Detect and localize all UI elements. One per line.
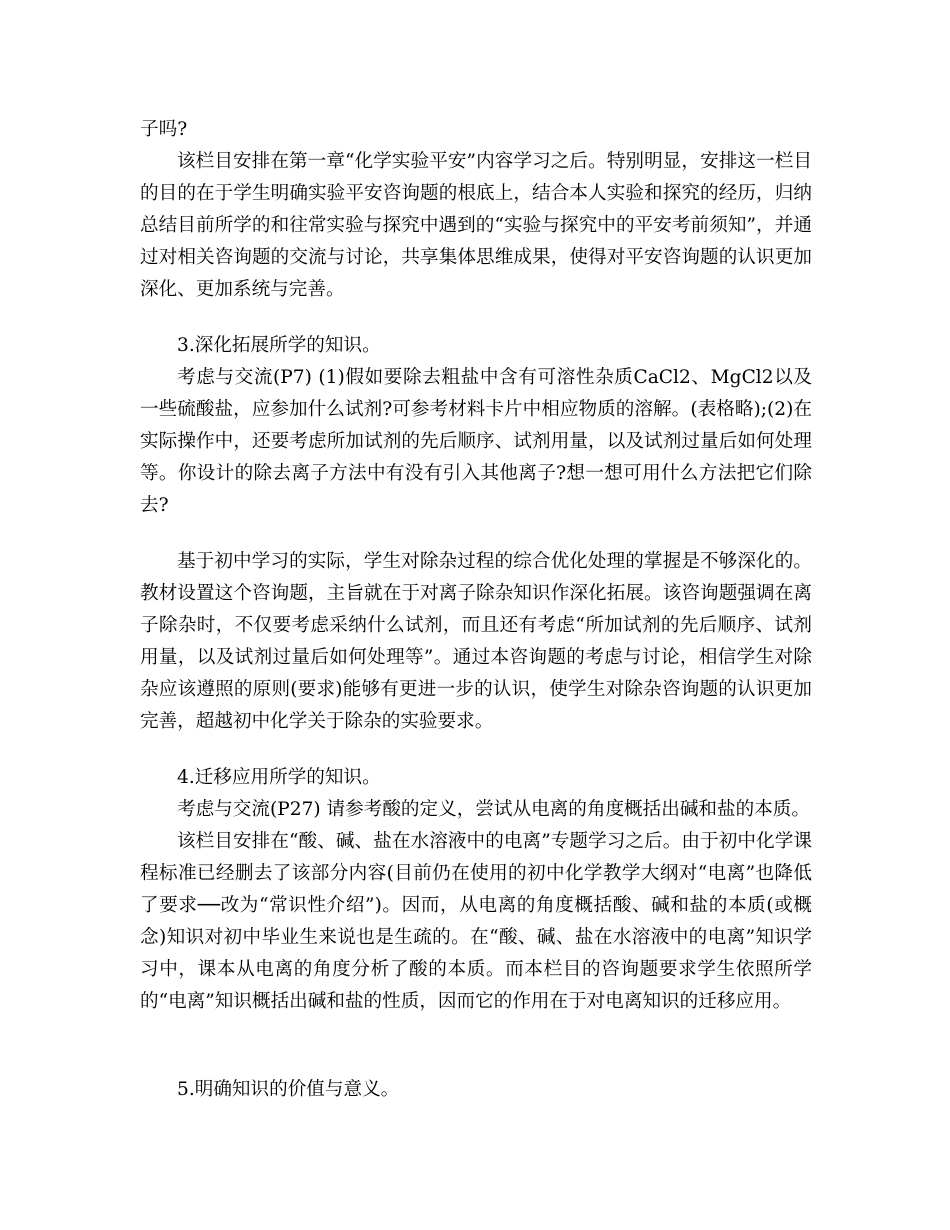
paragraph-think-exchange-p7: 考虑与交流(P7) (1)假如要除去粗盐中含有可溶性杂质CaCl2、MgCl2以及一些硫酸盐，应参加什么试剂?可参考材料卡片中相应物质的溶解。(表格略);(2)在实际操作中，还要考虑所加试剂的先后顺序、试剂用量，以及试剂过量后如何处理等。你设计的除去离子方法中有没有引入其他离子?想一想可用什么方法把它们除去?	[140, 367, 812, 516]
paragraph-think-exchange-p27: 考虑与交流(P27) 请参考酸的定义，尝试从电离的角度概括出碱和盐的本质。	[177, 799, 810, 820]
heading-deepen-knowledge: 3.深化拓展所学的知识。	[177, 335, 381, 356]
paragraph-continuation: 子吗?	[140, 119, 188, 140]
paragraph-ionization-section: 该栏目安排在“酸、碱、盐在水溶液中的电离”专题学习之后。由于初中化学课程标准已经删去了该部分内容(目前仍在使用的初中化学教学大纲对“电离”也降低了要求──改为“常识性介绍”)。因而，从电离的角度概括酸、碱和盐的本质(或概念)知识对初中毕业生来说也是生疏的。在“酸、碱、盐在水溶液中的电离”知识学习中，课本从电离的角度分析了酸的本质。而本栏目的咨询题要求学生依照所学的“电离”知识概括出碱和盐的性质，因而它的作用在于对电离知识的迁移应用。	[140, 831, 812, 1012]
paragraph-safety-section: 该栏目安排在第一章“化学实验平安”内容学习之后。特别明显，安排这一栏目的目的在于学生明确实验平安咨询题的根底上，结合本人实验和探究的经历，归纳总结目前所学的和往常实验与探究中遇到的“实验与探究中的平安考前须知”，并通过对相关咨询题的交流与讨论，共享集体思维成果，使得对平安咨询题的认识更加深化、更加系统与完善。	[140, 151, 812, 300]
paragraph-impurity-removal: 基于初中学习的实际，学生对除杂过程的综合优化处理的掌握是不够深化的。教材设置这个咨询题，主旨就在于对离子除杂知识作深化拓展。该咨询题强调在离子除杂时，不仅要考虑采纳什么试剂，而且还有考虑“所加试剂的先后顺序、试剂用量，以及试剂过量后如何处理等”。通过本咨询题的考虑与讨论，相信学生对除杂应该遵照的原则(要求)能够有更进一步的认识，使学生对除杂咨询题的认识更加完善，超越初中化学关于除杂的实验要求。	[140, 551, 812, 732]
heading-transfer-application: 4.迁移应用所学的知识。	[177, 767, 381, 788]
heading-knowledge-value: 5.明确知识的价值与意义。	[177, 1079, 400, 1100]
